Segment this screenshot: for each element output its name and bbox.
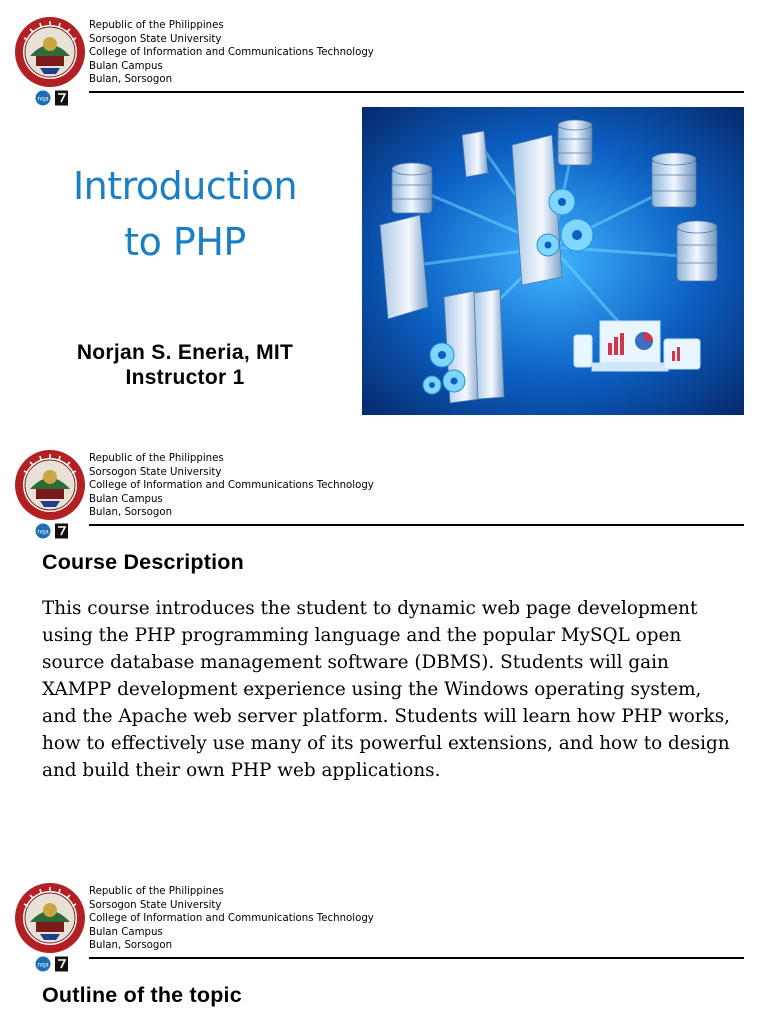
header-line-college: College of Information and Communications Technology [89,47,374,59]
university-seal-icon [14,882,86,954]
course-description-text: This course introduces the student to dynamic web page development using the PHP programming language and the popular MySQL open source database management software (DBMS). Students will gain XAMPP development experience using the Windows operating system, and the Apache web server platform. Students will learn how PHP works, how to effectively use many of its powerful extensions, and how to design and build their own PHP web applications. [42,598,730,781]
university-header [14,447,754,536]
header-divider [89,524,744,526]
author-block [40,340,330,390]
author-role: Instructor 1 [125,366,245,389]
header-line-republic: Republic of the Philippines [89,20,224,31]
header-divider [89,957,744,959]
header-text-block [89,19,374,87]
database-network-illustration-icon [362,107,744,415]
header-line-university: Sorsogon State University [89,33,222,45]
svg-text:nqa: nqa [37,95,49,103]
university-seal-icon [14,449,86,521]
certification-logos-icon [34,90,70,106]
university-header [14,880,754,969]
section-heading: Outline of the topic [42,983,242,1007]
svg-text:nqa: nqa [37,528,49,536]
header-line-location: Bulan, Sorsogon [89,74,173,86]
header-line-location: Bulan, Sorsogon [89,507,173,519]
svg-text:nqa: nqa [37,961,49,969]
slide-1 [0,0,768,433]
header-line-campus: Bulan Campus [89,493,163,505]
header-line-college: College of Information and Communications Technology [89,480,374,492]
university-seal-icon [14,16,86,88]
slide-3 [0,866,768,1024]
certification-logos-icon [34,523,70,539]
header-line-university: Sorsogon State University [89,899,222,911]
header-line-republic: Republic of the Philippines [89,453,224,464]
title-line-1: Introduction [72,164,298,208]
certification-logos-icon [34,956,70,972]
header-line-college: College of Information and Communications Technology [89,913,374,925]
header-line-campus: Bulan Campus [89,926,163,938]
header-text-block [89,452,374,520]
author-name: Norjan S. Eneria, MIT [76,341,294,364]
header-divider [89,91,744,93]
university-header [14,14,754,103]
header-line-university: Sorsogon State University [89,466,222,478]
section-heading: Course Description [42,550,244,574]
slide-title [40,158,330,270]
header-line-republic: Republic of the Philippines [89,886,224,897]
slide-2 [0,433,768,866]
header-text-block [89,885,374,953]
title-line-2: to PHP [124,220,246,264]
header-line-location: Bulan, Sorsogon [89,940,173,952]
header-line-campus: Bulan Campus [89,60,163,72]
